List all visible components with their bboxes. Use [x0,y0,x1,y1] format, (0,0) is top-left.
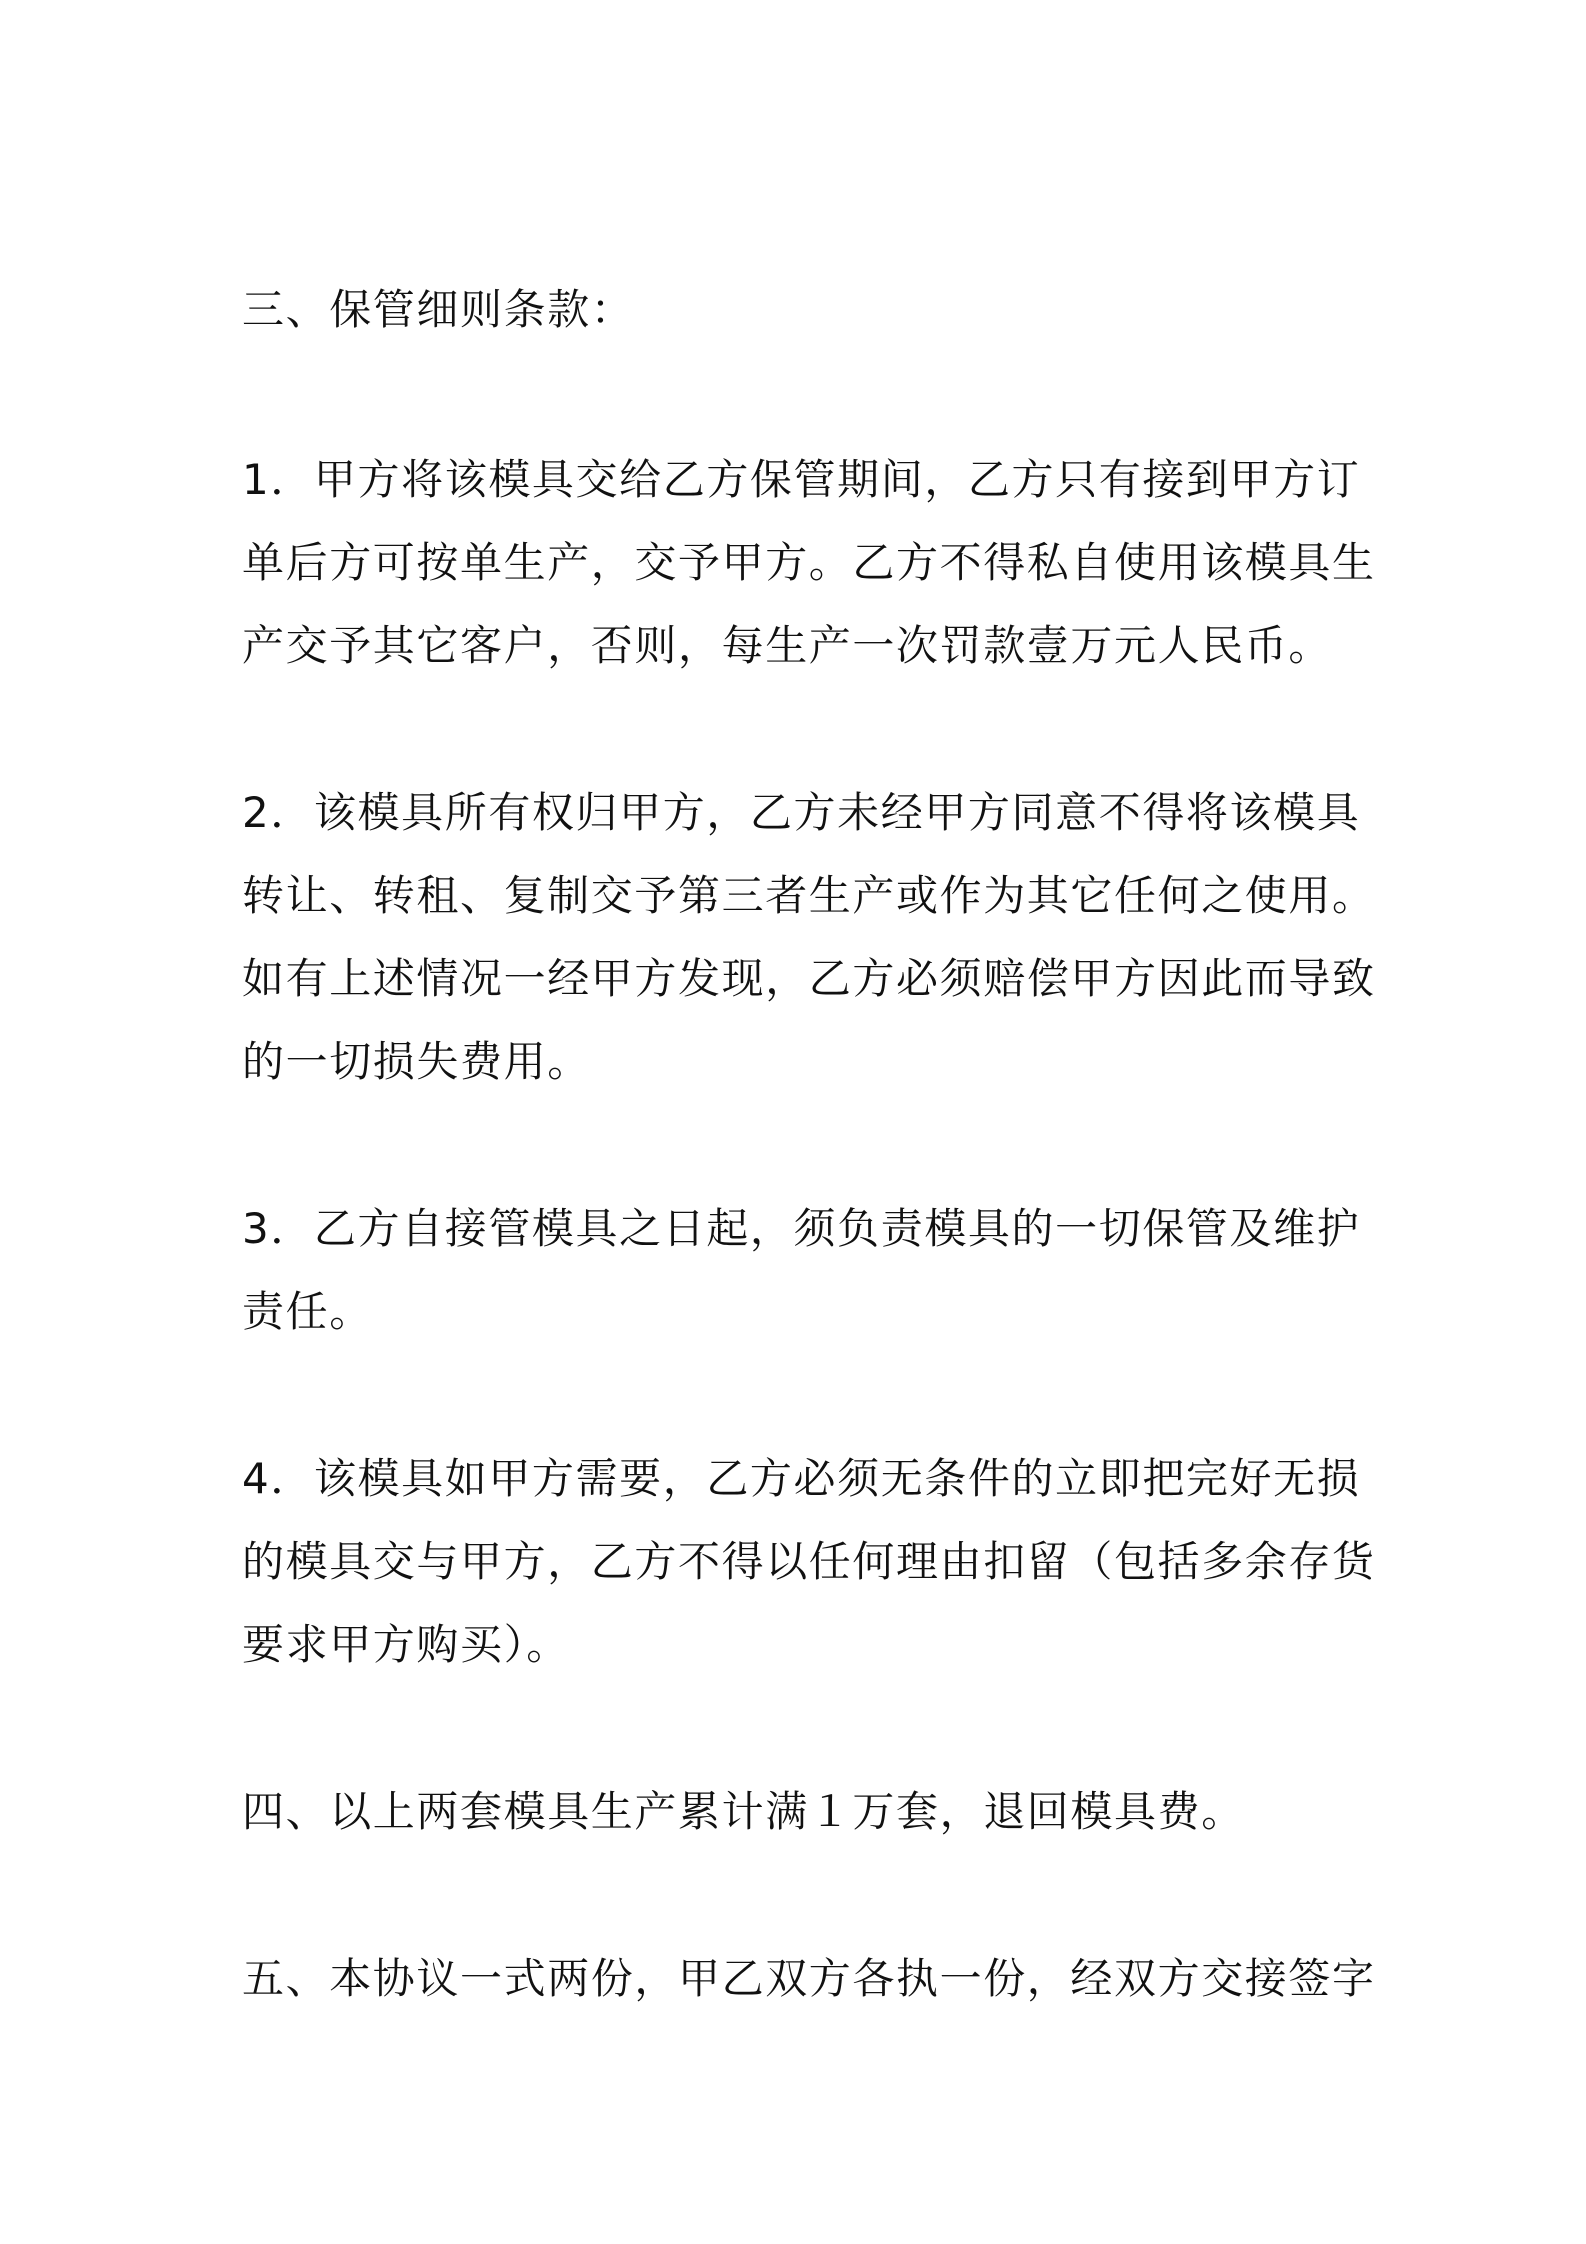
clause-3-line-1: 3．乙方自接管模具之日起，须负责模具的一切保管及维护 [242,1204,1361,1253]
clause-4-line-1: 4．该模具如甲方需要，乙方必须无条件的立即把完好无损 [242,1454,1361,1503]
section-5-line-1: 五、本协议一式两份，甲乙双方各执一份，经双方交接签字 [242,1954,1376,2003]
clause-2-line-1: 2．该模具所有权归甲方，乙方未经甲方同意不得将该模具 [242,788,1361,837]
clause-1-line-2: 单后方可按单生产，交予甲方。乙方不得私自使用该模具生 [242,538,1376,587]
section-4-text: 四、以上两套模具生产累计满１万套，退回模具费。 [242,1787,1245,1836]
clause-2-line-3: 如有上述情况一经甲方发现，乙方必须赔偿甲方因此而导致 [242,954,1376,1003]
clause-4-line-3: 要求甲方购买）。 [242,1620,570,1669]
clause-1-line-3: 产交予其它客户，否则，每生产一次罚款壹万元人民币。 [242,621,1333,670]
clause-4-line-2: 的模具交与甲方，乙方不得以任何理由扣留（包括多余存货 [242,1537,1376,1586]
clause-1-line-1: 1．甲方将该模具交给乙方保管期间，乙方只有接到甲方订 [242,455,1361,504]
section-3-heading: 三、保管细则条款： [242,285,635,334]
clause-3-line-2: 责任。 [242,1287,373,1336]
clause-2-line-2: 转让、转租、复制交予第三者生产或作为其它任何之使用。 [242,871,1376,920]
clause-2-line-4: 的一切损失费用。 [242,1037,591,1086]
